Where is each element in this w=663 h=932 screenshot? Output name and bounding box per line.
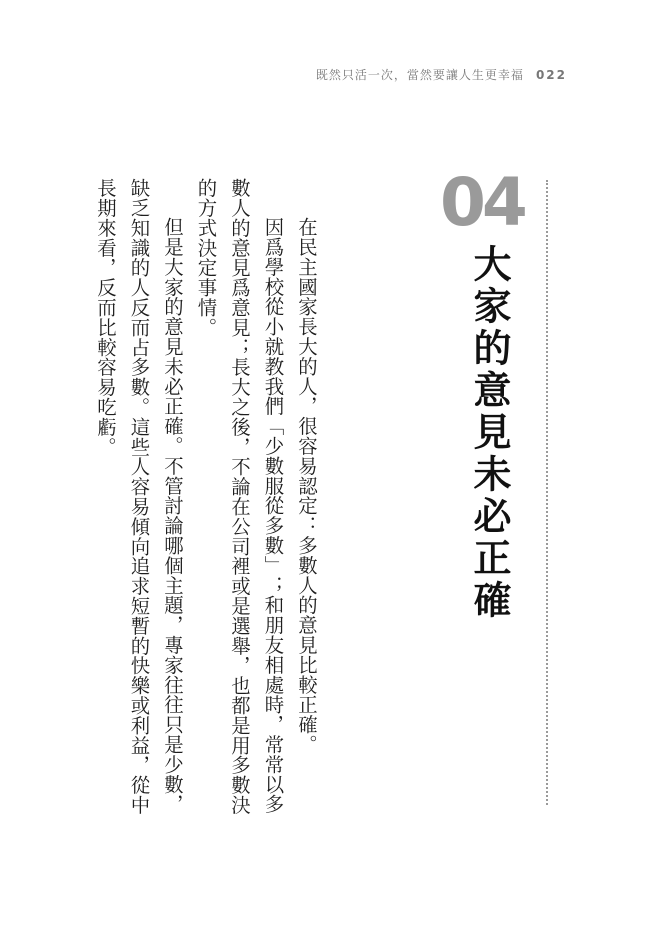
body-text xyxy=(89,178,324,818)
running-header xyxy=(316,66,567,83)
page-number: 022 xyxy=(535,68,567,82)
chapter-number: 04 xyxy=(440,164,524,241)
paragraph: 但是大家的意見未必正確。不管討論哪個主題，專家往往只是少數，缺乏知識的人反而占多數。這些人容易傾向追求短暫的快樂或利益，從中長期來看，反而比較容易吃虧。 xyxy=(94,178,184,815)
chapter-title: 大家的意見未必正確 xyxy=(467,244,511,622)
running-title: 既然只活一次，當然要讓人生更幸福 xyxy=(315,68,524,82)
paragraph: 在民主國家長大的人，很容易認定：多數人的意見比較正確。 xyxy=(295,216,318,755)
paragraph: 因爲學校從小就教我們「少數服從多數」；和朋友相處時，常常以多數人的意見爲意見；長大之後，不論在公司裡或是選舉，也都是用多數決的方式決定事情。 xyxy=(194,178,285,815)
dotted-divider xyxy=(546,180,548,805)
